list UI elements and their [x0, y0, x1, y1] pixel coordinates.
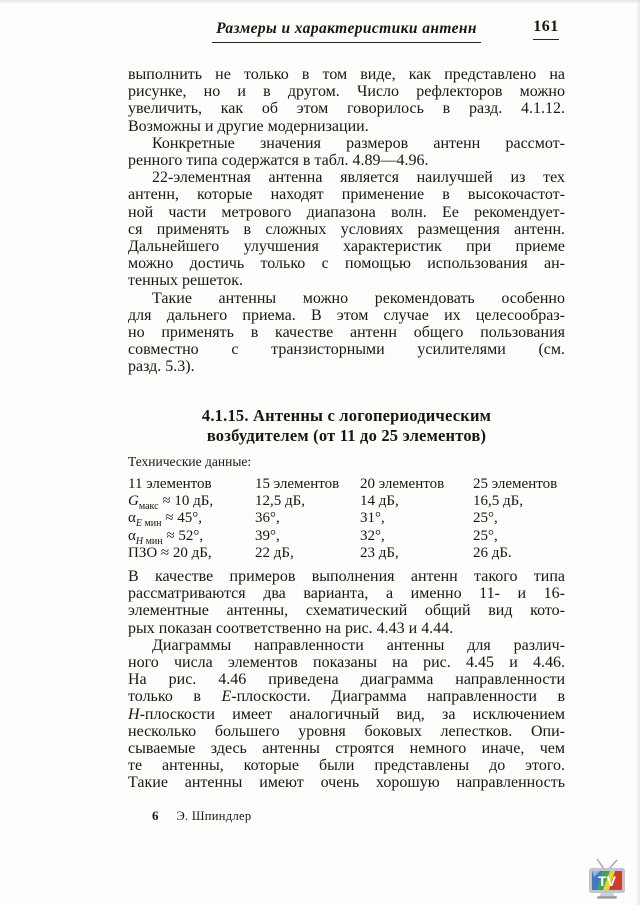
text-line: Возможны и другие модернизации. — [128, 117, 369, 135]
table-cell: 15 элементов — [255, 476, 340, 492]
section-heading-line2: возбудителем (от 11 до 25 элементов) — [206, 425, 487, 445]
tv-antenna-left — [597, 859, 604, 869]
table-cell: 36°, — [255, 510, 280, 527]
text-line: тенных решеток. — [128, 272, 244, 290]
table-cell: 25 элементов — [473, 476, 558, 492]
table-cell: 25°, — [473, 527, 498, 544]
scan-edge-right — [636, 0, 640, 905]
text-line: рисунке, но и в другом. Число рефлекторов можно — [128, 83, 565, 101]
table-cell: 12,5 дБ, — [255, 493, 305, 510]
text-line: можно достичь только с помощью использования ан- — [128, 255, 565, 273]
text-line: несколько большего уровня боковых лепестков. Опи- — [128, 722, 565, 740]
text-line: ной части метрового диапазона волн. Ее рекомендует- — [128, 203, 565, 221]
paragraph — [128, 169, 565, 289]
tv-antenna-right — [609, 860, 617, 869]
table-cell: $G_{макс} \approx 10$ дБ, — [128, 493, 214, 513]
table-cell: 39°, — [255, 527, 280, 544]
text-line: увеличить, как об этом говорилось в разд. 4.1.12. — [128, 100, 565, 118]
tv-icon — [584, 855, 630, 901]
text-line: Н-плоскости имеет аналогичный вид, за исключением — [128, 705, 565, 723]
page-number-value: 161 — [533, 18, 559, 40]
table-cell: 23 дБ, — [360, 544, 399, 561]
running-head — [128, 20, 565, 43]
text-line: На рис. 4.46 приведена диаграмма направленности — [128, 671, 565, 689]
author-name: Э. Шпиндлер — [176, 809, 252, 823]
text-line: выполнить не только в том виде, как представлено на — [128, 66, 565, 83]
text-line: Дальнейшего улучшения характеристик при приеме — [128, 238, 565, 256]
table-cell: 16,5 дБ, — [473, 493, 523, 510]
technical-data-label: Технические данные: — [128, 454, 252, 469]
text-line: рых показан соответственно на рис. 4.43 и 4.44. — [128, 619, 454, 637]
text-line: Конкретные значения размеров антенн рассмот- — [152, 134, 565, 152]
running-head-title: Размеры и характеристики антенн — [212, 20, 481, 43]
table-cell: 32°, — [360, 527, 385, 544]
text-line: Такие антенны можно рекомендовать особенно — [152, 289, 565, 307]
table-cell: 14 дБ, — [360, 493, 399, 510]
text-line: ного числа элементов показаны на рис. 4.45 и 4.46. — [128, 654, 565, 672]
text-line: элементные антенны, схематический общий вид кото- — [128, 602, 565, 620]
antenna-spec-table — [128, 476, 565, 562]
paragraph — [128, 135, 565, 169]
body-text-upper — [128, 66, 565, 376]
table-cell: 31°, — [360, 510, 385, 527]
paragraph — [128, 66, 565, 135]
text-line: Такие антенны имеют очень хорошую направленность — [128, 774, 565, 792]
body-text-lower — [128, 568, 565, 792]
text-line: ся применять в сложных условиях размещения антенн. — [128, 220, 565, 238]
text-line: рассматриваются два варианта, а именно 11- и 16- — [128, 585, 565, 603]
printers-signature-line — [152, 808, 251, 824]
section-heading — [128, 406, 565, 445]
text-line: антенн, которые находят применение в высокочастот- — [128, 186, 565, 204]
table-header-row — [128, 476, 565, 493]
table-cell: 20 элементов — [360, 476, 445, 492]
tv-base — [597, 896, 617, 898]
text-line: совместно с транзисторными усилителями (см. — [128, 341, 565, 359]
table-cell: 11 элементов — [128, 476, 212, 492]
text-line: 22-элементная антенна является наилучшей из тех — [152, 169, 565, 187]
table-cell: 26 дБ. — [473, 544, 512, 561]
paragraph — [128, 568, 565, 637]
table-cell: $\alpha_{H мин} \approx 52^\circ$, — [128, 527, 204, 547]
text-line: сываемые здесь антенны строятся немного иначе, чем — [128, 740, 565, 758]
text-line: ренного типа содержатся в табл. 4.89—4.96. — [128, 152, 429, 170]
tv-watermark-logo — [584, 855, 630, 901]
signature-number: 6 — [152, 808, 159, 823]
table-row — [128, 510, 565, 530]
section-heading-line1: 4.1.15. Антенны с логопериодическим — [201, 406, 492, 425]
text-line: только в Е-плоскости. Диаграмма направленности в — [128, 688, 566, 706]
tv-logo-text: TV — [598, 873, 616, 889]
text-line: для дальнего приема. В этом случае их целесообраз- — [128, 306, 565, 324]
scan-edge-top — [0, 0, 640, 4]
table-cell: ПЗО ≈ 20 дБ, — [128, 544, 212, 561]
text-line: те антенны, которые были представлены до этого. — [128, 757, 565, 775]
table-row — [128, 493, 565, 513]
table-row — [128, 545, 565, 562]
paragraph — [128, 290, 565, 376]
text-line: В качестве примеров выполнения антенн такого типа — [128, 568, 565, 585]
page-number — [524, 18, 568, 40]
text-line: Диаграммы направленности антенны для различ- — [152, 636, 565, 654]
table-cell: 25°, — [473, 510, 498, 527]
text-line: но применять в качестве антенн общего пользования — [128, 324, 565, 342]
text-line: разд. 5.3). — [128, 358, 195, 376]
table-cell: 22 дБ, — [255, 544, 294, 561]
table-cell: $\alpha_{E мин} \approx 45^\circ$, — [128, 510, 202, 530]
table-row — [128, 528, 565, 545]
paragraph — [128, 637, 565, 792]
